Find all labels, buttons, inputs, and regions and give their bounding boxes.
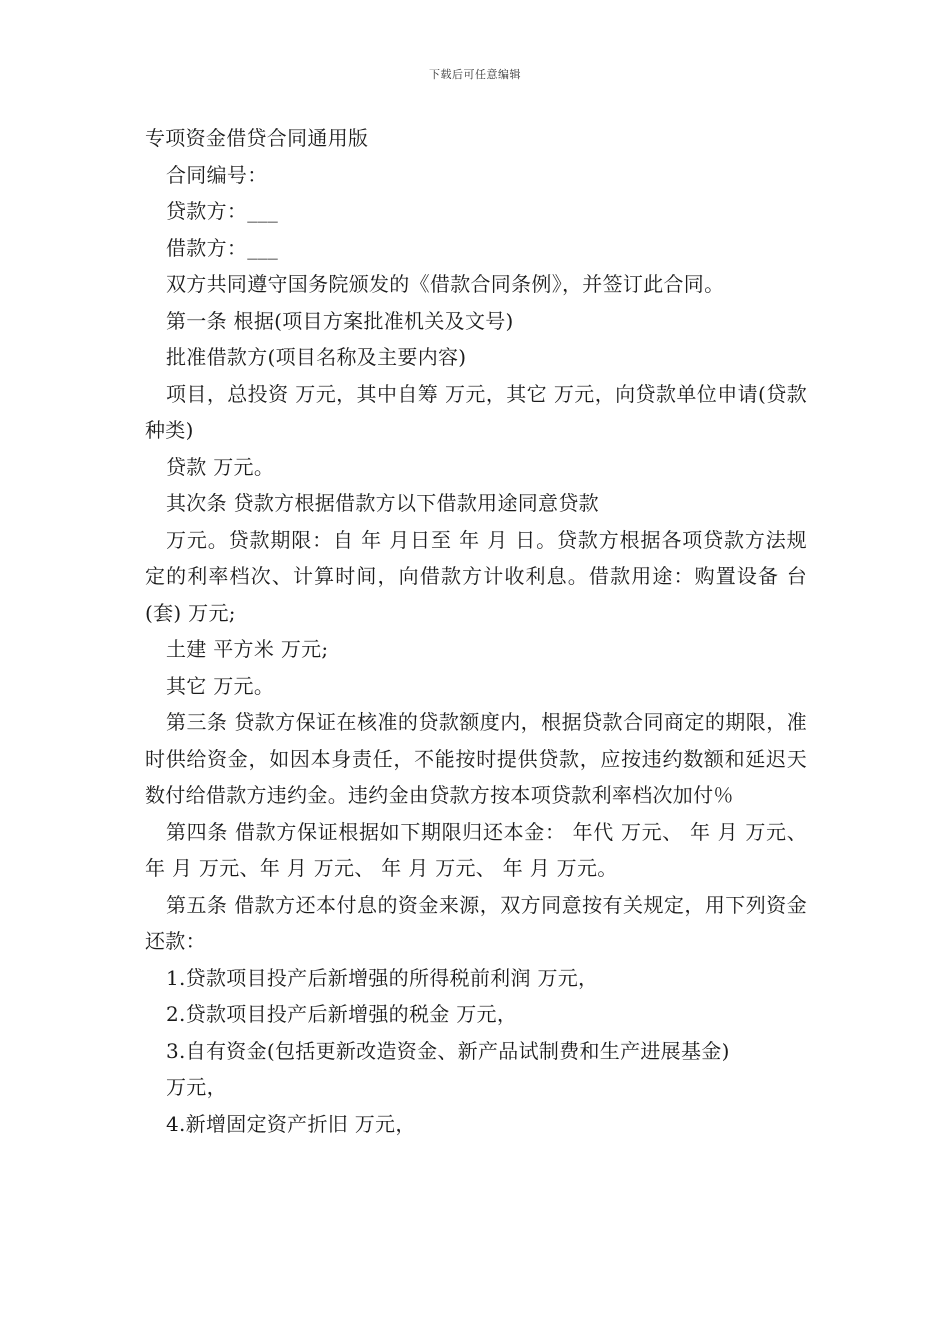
article-1-loan-amount: 贷款 万元。 xyxy=(166,454,275,479)
repayment-item-3: 3.自有资金(包括更新改造资金、新产品试制费和生产进展基金) xyxy=(166,1038,730,1063)
article-1-heading: 第一条 根据(项目方案批准机关及文号) xyxy=(166,308,514,333)
article-2-construction: 土建 平方米 万元; xyxy=(166,637,329,661)
repayment-item-2: 2.贷款项目投产后新增强的税金 万元， xyxy=(166,1002,518,1026)
article-2-heading: 其次条 贷款方根据借款方以下借款用途同意贷款 xyxy=(166,491,599,515)
page-header-note: 下载后可任意编辑 xyxy=(429,68,521,81)
repayment-item-1: 1.贷款项目投产后新增强的所得税前利润 万元， xyxy=(166,965,599,990)
article-1-project: 项目，总投资 万元，其中自筹 万元，其它 万元，向贷款单位申请(贷款种类) xyxy=(145,381,807,442)
intro-paragraph: 双方共同遵守国务院颁发的《借款合同条例》，并签订此合同。 xyxy=(166,272,725,296)
repayment-item-3-amount: 万元， xyxy=(166,1075,227,1099)
article-4-paragraph: 第四条 借款方保证根据如下期限归还本金： 年代 万元、 年 月 万元、 年 月 万元、年 月 万元、 年 月 万元、 年 月 万元。 xyxy=(145,819,807,880)
document-body xyxy=(145,120,807,1142)
repayment-item-4: 4.新增固定资产折旧 万元， xyxy=(166,1111,416,1136)
document-title: 专项资金借贷合同通用版 xyxy=(145,126,369,150)
article-1-approval: 批准借款方(项目名称及主要内容) xyxy=(166,345,467,369)
article-3-paragraph: 第三条 贷款方保证在核准的贷款额度内，根据贷款合同商定的期限，准时供给资金，如因本身责任，不能按时提供贷款，应按违约数额和延迟天数付给借款方违约金。违约金由贷款方按本项贷款利率档次加付％ xyxy=(145,710,807,807)
article-2-body: 万元。贷款期限：自 年 月日至 年 月 日。贷款方根据各项贷款方法规定的利率档次、计算时间，向借款方计收利息。借款用途：购置设备 台(套) 万元; xyxy=(145,527,807,625)
contract-number-label: 合同编号： xyxy=(166,162,268,187)
borrower-line: 借款方：___ xyxy=(166,235,279,260)
lender-line: 贷款方：___ xyxy=(166,199,279,223)
article-5-paragraph: 第五条 借款方还本付息的资金来源，双方同意按有关规定，用下列资金还款： xyxy=(145,892,807,953)
article-2-other: 其它 万元。 xyxy=(166,673,275,698)
